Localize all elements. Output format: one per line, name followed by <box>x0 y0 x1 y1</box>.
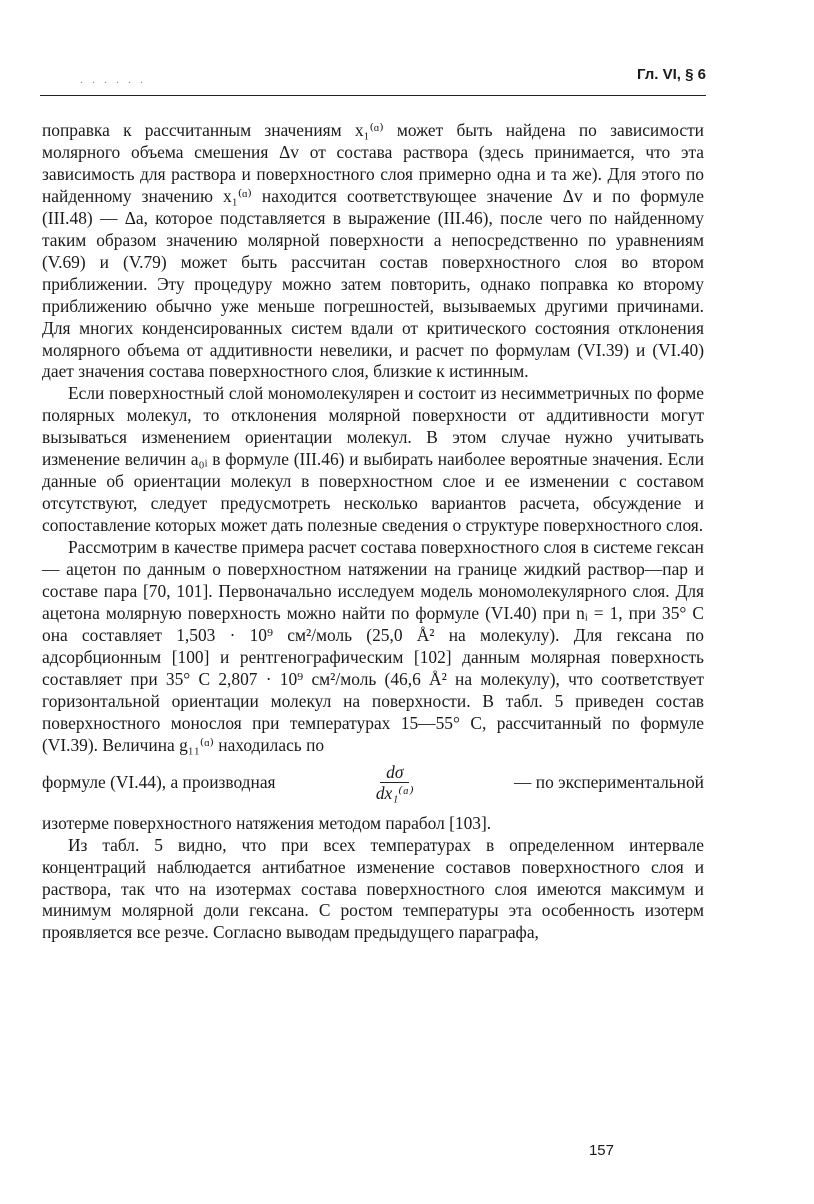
running-header: Гл. VI, § 6 <box>637 66 706 83</box>
formula-right-text: — по экспериментальной <box>514 771 704 792</box>
paragraph-1: поправка к рассчитанным значениям x₁⁽ᵅ⁾ может быть найдена по зависимости молярного объема смешения Δv от состава раствора (здесь принимается, что эта зависимость для раствора и поверхностного слоя примерно одна и та же). Для этого по найденному значению x₁⁽ᵅ⁾ находится соответствующее значение Δv и по формуле (III.48) — Δa, которое подставляется в выражение (III.46), после чего по найденному таким образом значению молярной поверхности a непосредственно по уравнениям (V.69) и (V.79) может быть рассчитан состав поверхностного слоя во втором приближении. Эту процедуру можно затем повторить, однако поправка ко второму приближению обычно уже меньше погрешностей, вызываемых другими причинами. Для многих конденсированных систем вдали от критического состояния отклонения молярного объема от аддитивности невелики, и расчет по формулам (VI.39) и (VI.40) дает значения состава поверхностного слоя, близкие к истинным. <box>42 120 704 382</box>
formula-line <box>42 753 704 813</box>
paragraph-2: Если поверхностный слой мономолекулярен и состоит из несимметричных по форме полярных молекул, то отклонения молярной поверхности от аддитивности могут вызываться изменением ориентации молекул. В этом случае нужно учитывать изменение величин a₀ᵢ в формуле (III.46) и выбирать наиболее вероятные значения. Если данные об ориентации молекул в поверхностном слое и ее изменении с составом отсутствуют, следует предусмотреть несколько вариантов расчета, обсуждение и сопоставление которых может дать полезные сведения о структуре поверхностного слоя. <box>42 383 704 536</box>
header-rule <box>40 95 706 96</box>
derivative-fraction <box>370 762 420 803</box>
paragraph-3: Рассмотрим в качестве примера расчет состава поверхностного слоя в системе гексан — ацетон по данным о поверхностном натяжении на границе жидкий раствор—пар и составе пара [70, 101]. Первоначально исследуем модель мономолекулярного слоя. Для ацетона молярную поверхность можно найти по формуле (VI.40) при nᵢ = 1, при 35° С она составляет 1,503 · 10⁹ см²/моль (25,0 Å² на молекулу). Для гексана по адсорбционным [100] и рентгенографическим [102] данным молярная поверхность составляет при 35° С 2,807 · 10⁹ см²/моль (46,6 Å² на молекулу), что соответствует горизонтальной ориентации молекул на поверхности. В табл. 5 приведен состав поверхностного монослоя при температурах 15—55° С, рассчитанный по формуле (VI.39). Величина g₁₁⁽ᵅ⁾ находилась по <box>42 537 704 755</box>
page-number: 157 <box>588 1142 614 1159</box>
paragraph-3-end: изотерме поверхностного натяжения методом парабол [103]. <box>42 812 492 833</box>
paragraph-4: Из табл. 5 видно, что при всех температурах в определенном интервале концентраций наблюдается антибатное изменение составов поверхностного слоя и раствора, так что на изотермах состава поверхностного слоя имеются максимум и минимум молярной доли гексана. С ростом температуры эта особенность изотерм проявляется все резче. Согласно выводам предыдущего параграфа, <box>42 834 704 943</box>
fraction-numerator: dσ <box>380 762 409 783</box>
fraction-denominator: dx₁⁽ᵅ⁾ <box>375 783 414 804</box>
header-dots: . . . . . . <box>80 72 146 86</box>
body-text <box>42 120 704 944</box>
formula-left-text: формуле (VI.44), а производная <box>42 771 276 792</box>
